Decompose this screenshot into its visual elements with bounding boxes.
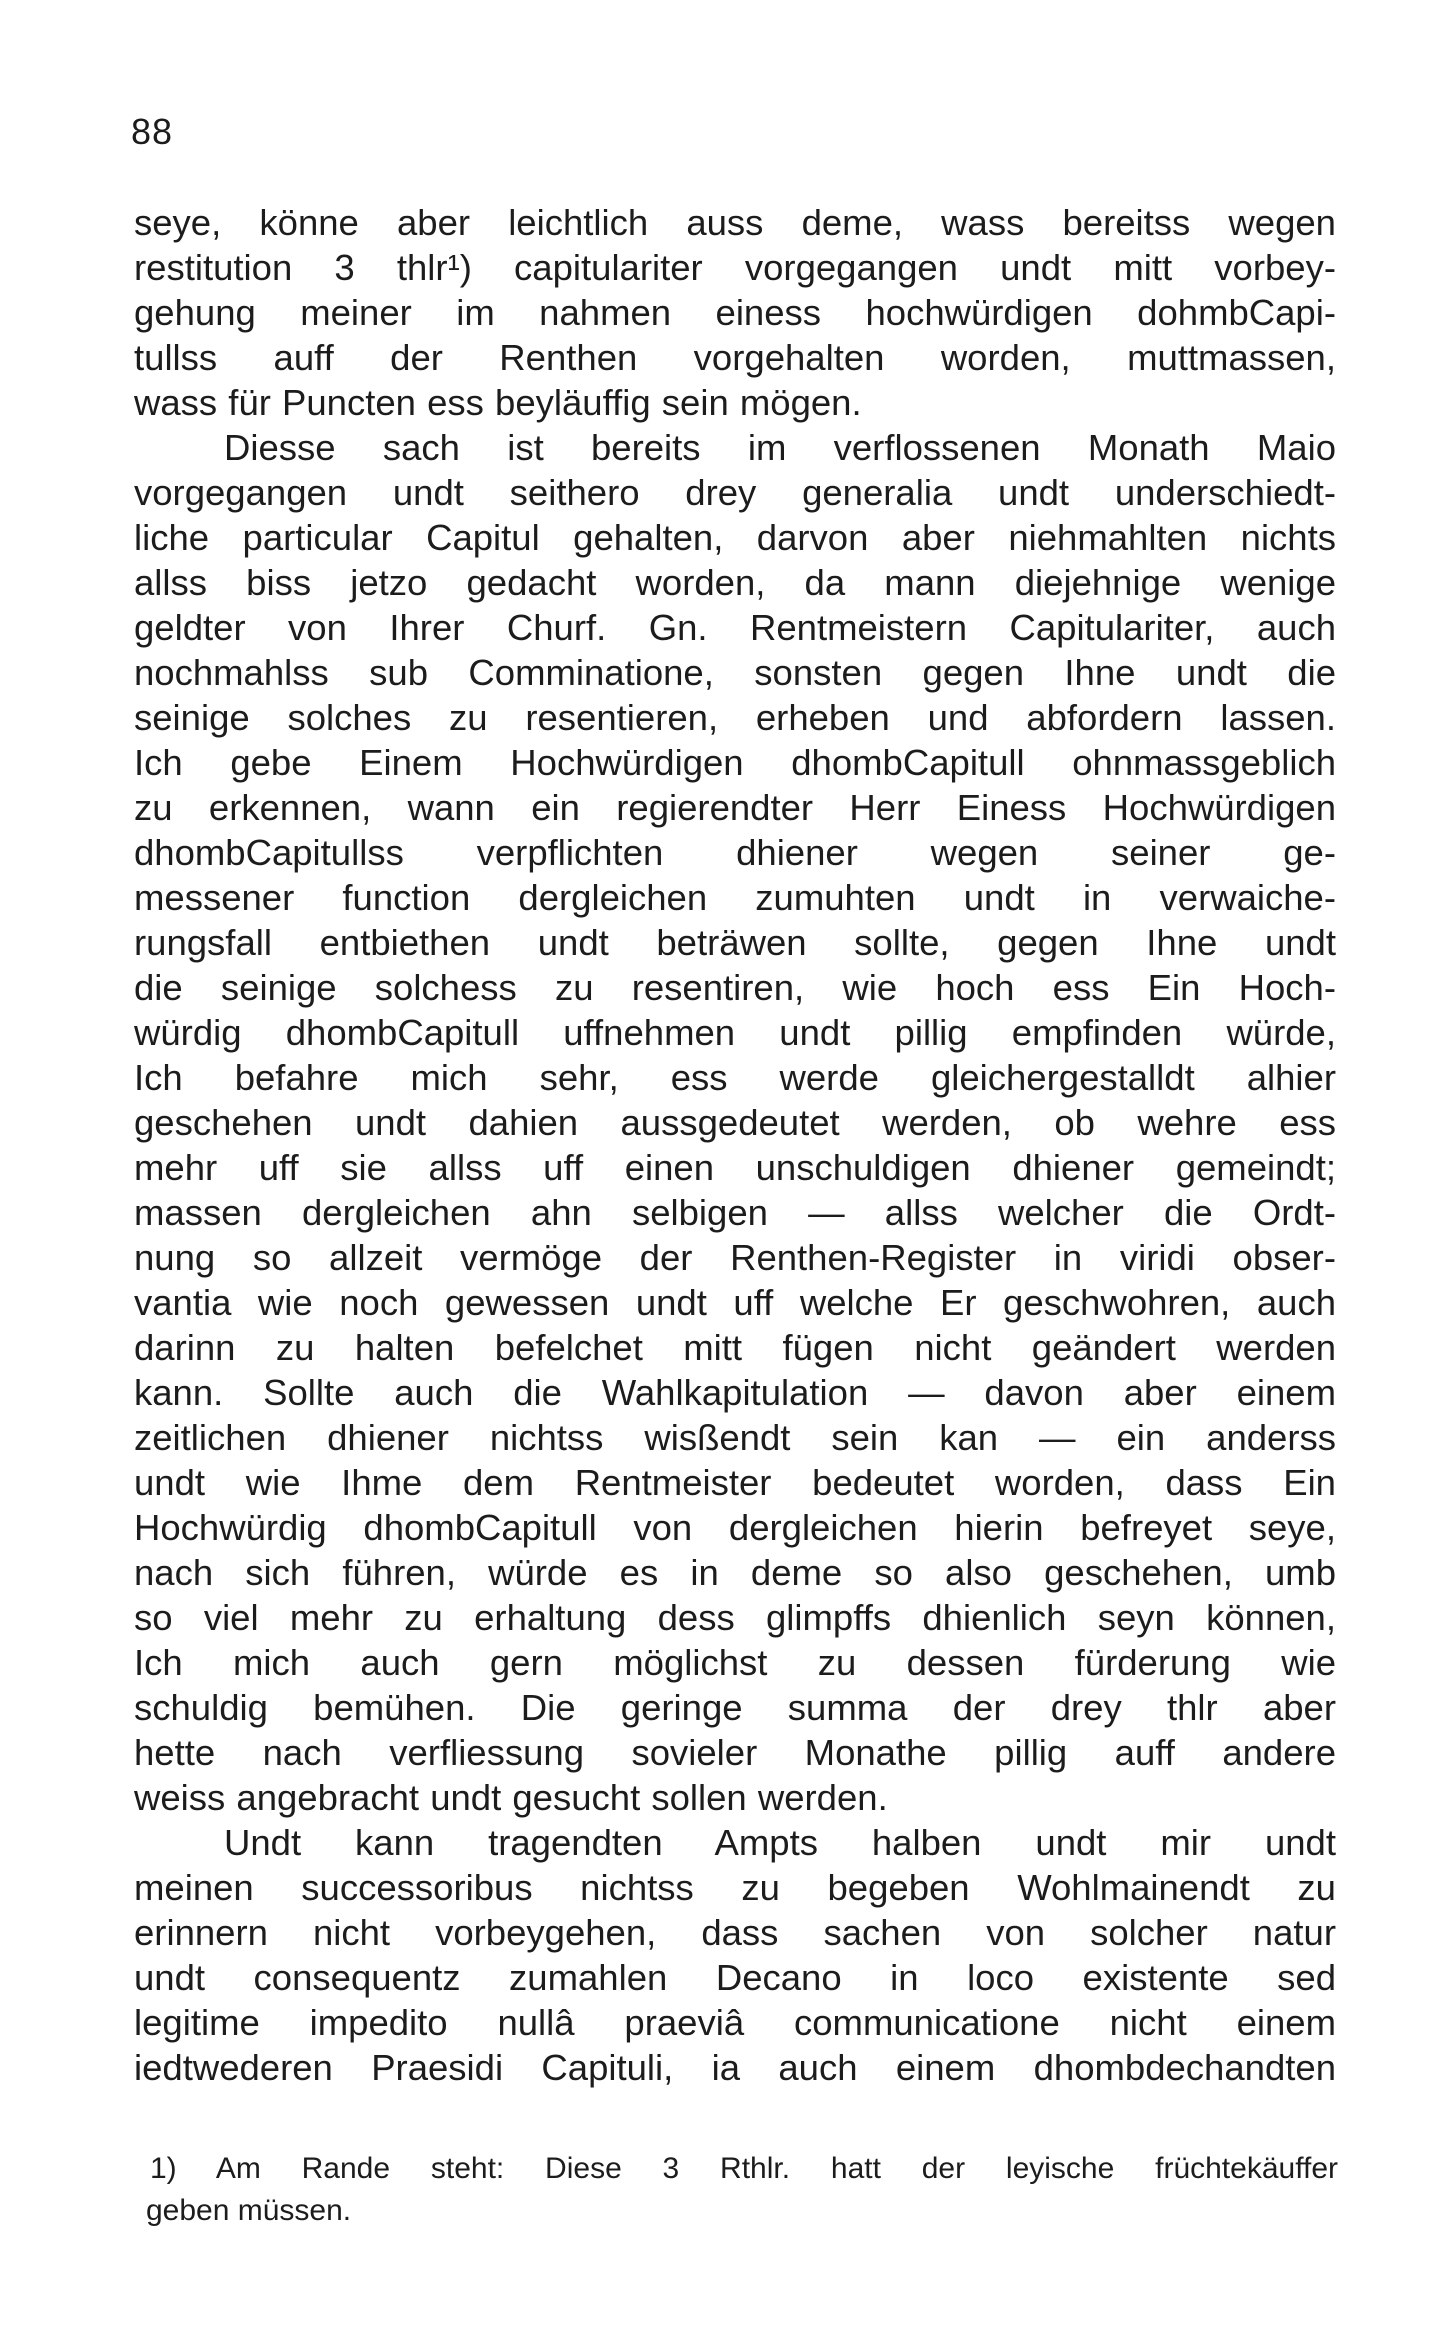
text-line: massen dergleichen ahn selbigen — allss welcher die Ordt- bbox=[134, 1192, 1336, 1233]
footnote bbox=[146, 2148, 1338, 2232]
text-line: vorgegangen undt seithero drey generalia undt underschiedt- bbox=[134, 472, 1336, 513]
text-line: wass für Puncten ess beyläuffig sein mögen. bbox=[134, 382, 862, 423]
text-line: liche particular Capitul gehalten, darvon aber niehmahlten nichts bbox=[134, 517, 1336, 558]
text-line: nochmahlss sub Comminatione, sonsten gegen Ihne undt die bbox=[134, 652, 1336, 693]
paragraph-start-line: Diesse sach ist bereits im verflossenen Monath Maio bbox=[224, 427, 1336, 468]
text-line: geschehen undt dahien aussgedeutet werden, ob wehre ess bbox=[134, 1102, 1336, 1143]
footnote-line: geben müssen. bbox=[146, 2194, 352, 2227]
text-line: iedtwederen Praesidi Capituli, ia auch einem dhombdechandten bbox=[134, 2047, 1336, 2088]
text-line: vantia wie noch gewessen undt uff welche Er geschwohren, auch bbox=[134, 1282, 1336, 1323]
text-line: zu erkennen, wann ein regierendter Herr Einess Hochwürdigen bbox=[134, 787, 1336, 828]
text-line: zeitlichen dhiener nichtss wisßendt sein kan — ein anderss bbox=[134, 1417, 1336, 1458]
text-line: Ich befahre mich sehr, ess werde gleichergestalldt alhier bbox=[134, 1057, 1336, 1098]
paragraph-start-line: Undt kann tragendten Ampts halben undt mir undt bbox=[224, 1822, 1336, 1863]
text-line: undt consequentz zumahlen Decano in loco existente sed bbox=[134, 1957, 1336, 1998]
text-line: allss biss jetzo gedacht worden, da mann diejehnige wenige bbox=[134, 562, 1336, 603]
text-line: seye, könne aber leichtlich auss deme, wass bereitss wegen bbox=[134, 202, 1336, 243]
text-line: Hochwürdig dhombCapitull von dergleichen hierin befreyet seye, bbox=[134, 1507, 1336, 1548]
text-line: legitime impedito nullâ praeviâ communicatione nicht einem bbox=[134, 2002, 1336, 2043]
text-line: nung so allzeit vermöge der Renthen-Register in viridi obser- bbox=[134, 1237, 1336, 1278]
text-line: Ich mich auch gern möglichst zu dessen fürderung wie bbox=[134, 1642, 1336, 1683]
text-line: undt wie Ihme dem Rentmeister bedeutet worden, dass Ein bbox=[134, 1462, 1336, 1503]
text-line: schuldig bemühen. Die geringe summa der drey thlr aber bbox=[134, 1687, 1336, 1728]
text-line: restitution 3 thlr¹) capitulariter vorgegangen undt mitt vorbey- bbox=[134, 247, 1336, 288]
text-line: gehung meiner im nahmen einess hochwürdigen dohmbCapi- bbox=[134, 292, 1336, 333]
text-line: geldter von Ihrer Churf. Gn. Rentmeistern Capitulariter, auch bbox=[134, 607, 1336, 648]
text-line: dhombCapitullss verpflichten dhiener wegen seiner ge- bbox=[134, 832, 1336, 873]
text-line: Ich gebe Einem Hochwürdigen dhombCapitull ohnmassgeblich bbox=[134, 742, 1336, 783]
text-line: tullss auff der Renthen vorgehalten worden, muttmassen, bbox=[134, 337, 1336, 378]
text-line: meinen successoribus nichtss zu begeben Wohlmainendt zu bbox=[134, 1867, 1336, 1908]
text-line: nach sich führen, würde es in deme so also geschehen, umb bbox=[134, 1552, 1336, 1593]
text-line: weiss angebracht undt gesucht sollen werden. bbox=[134, 1777, 888, 1818]
body-text bbox=[134, 200, 1336, 2090]
page-number: 88 bbox=[131, 111, 174, 152]
footnote-line: 1) Am Rande steht: Diese 3 Rthlr. hatt der leyische früchtekäuffer bbox=[150, 2152, 1338, 2185]
text-line: messener function dergleichen zumuhten undt in verwaiche- bbox=[134, 877, 1336, 918]
text-line: kann. Sollte auch die Wahlkapitulation — davon aber einem bbox=[134, 1372, 1336, 1413]
text-line: die seinige solchess zu resentiren, wie hoch ess Ein Hoch- bbox=[134, 967, 1336, 1008]
text-line: würdig dhombCapitull uffnehmen undt pillig empfinden würde, bbox=[134, 1012, 1336, 1053]
text-line: mehr uff sie allss uff einen unschuldigen dhiener gemeindt; bbox=[134, 1147, 1336, 1188]
text-line: rungsfall entbiethen undt beträwen sollte, gegen Ihne undt bbox=[134, 922, 1336, 963]
text-line: erinnern nicht vorbeygehen, dass sachen von solcher natur bbox=[134, 1912, 1336, 1953]
text-line: seinige solches zu resentieren, erheben und abfordern lassen. bbox=[134, 697, 1336, 738]
text-line: darinn zu halten befelchet mitt fügen nicht geändert werden bbox=[134, 1327, 1336, 1368]
text-line: hette nach verfliessung sovieler Monathe pillig auff andere bbox=[134, 1732, 1336, 1773]
text-line: so viel mehr zu erhaltung dess glimpffs dhienlich seyn können, bbox=[134, 1597, 1336, 1638]
